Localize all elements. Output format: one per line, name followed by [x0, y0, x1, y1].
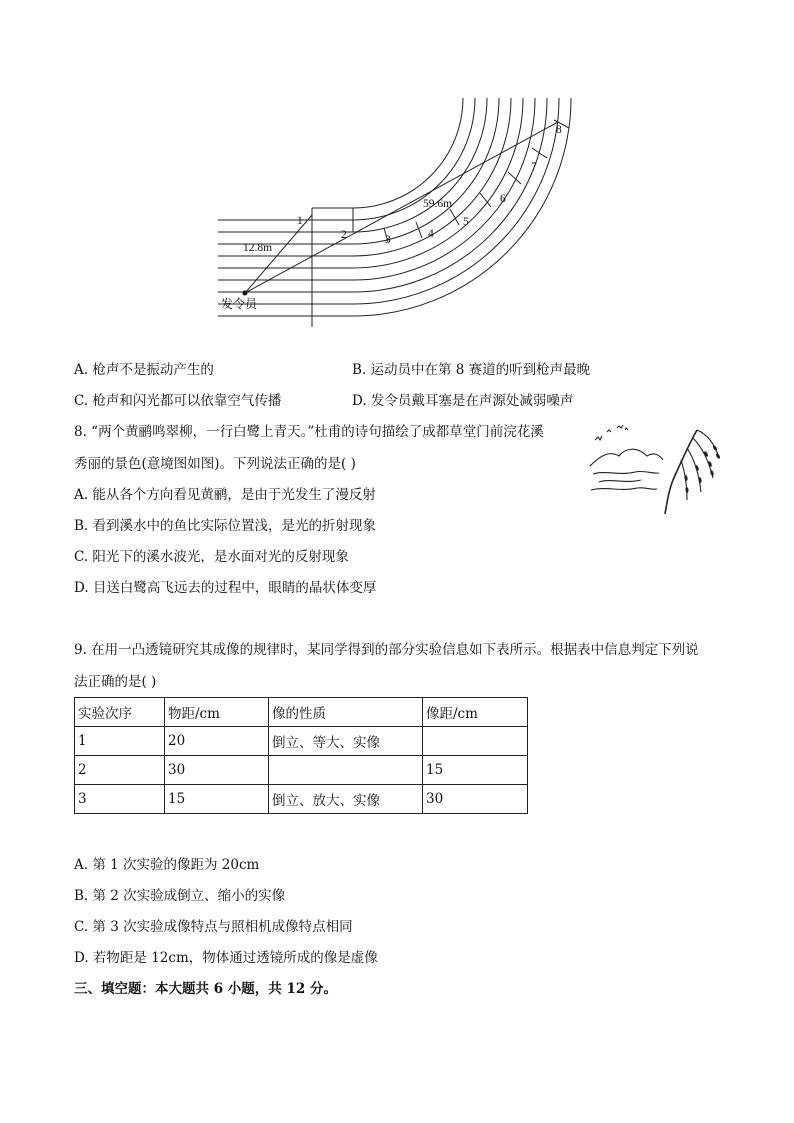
table-cell: 30: [165, 756, 269, 785]
lane-number-3: 3: [385, 234, 391, 246]
bird-2: [607, 430, 611, 432]
starter-label: 发令员: [221, 297, 258, 311]
lane-number-1: 1: [297, 215, 303, 227]
lane-line-9: [353, 98, 571, 316]
q8-stem-line2: 秀丽的景色(意境图如图)。下列说法正确的是( ): [74, 456, 356, 472]
table-cell: 倒立、等大、实像: [269, 727, 423, 756]
table-row: [75, 756, 528, 785]
q9-option-c: C. 第 3 次实验成像特点与照相机成像特点相同: [74, 919, 353, 935]
lane-number-7: 7: [531, 161, 537, 173]
distance-line-long: [245, 122, 558, 293]
q8-option-d: D. 目送白鹭高飞远去的过程中，眼睛的晶状体变厚: [74, 580, 377, 596]
willow-trunk: [665, 430, 697, 514]
distance-long-label: 59.6m: [423, 198, 453, 210]
q7-option-d: D. 发令员戴耳塞是在声源处减弱噪声: [352, 393, 574, 409]
table-header-row: [75, 698, 528, 727]
q7-option-a: A. 枪声不是振动产生的: [74, 362, 214, 378]
table-cell: [269, 756, 423, 785]
table-cell: 20: [165, 727, 269, 756]
lane-number-8: 8: [556, 124, 562, 136]
q8-option-a: A. 能从各个方向看见黄鹂，是由于光发生了漫反射: [74, 487, 376, 503]
lane-number-4: 4: [428, 228, 434, 240]
table-row: [75, 785, 528, 814]
q9-option-d: D. 若物距是 12cm，物体通过透镜所成的像是虚像: [74, 950, 378, 966]
q9-option-b: B. 第 2 次实验成倒立、缩小的实像: [74, 888, 286, 904]
lane-number-6: 6: [500, 193, 506, 205]
table-header-cell: 实验次序: [75, 698, 165, 727]
q8-option-b: B. 看到溪水中的鱼比实际位置浅，是光的折射现象: [74, 518, 377, 534]
scenery-illustration: [585, 418, 725, 518]
table-cell: 15: [165, 785, 269, 814]
table-row: [75, 727, 528, 756]
table-cell: [423, 727, 528, 756]
table-header-cell: 物距/cm: [165, 698, 269, 727]
lane-number-2: 2: [341, 229, 347, 241]
table-cell: 15: [423, 756, 528, 785]
table-cell: 3: [75, 785, 165, 814]
running-track-figure: [218, 92, 598, 332]
q7-option-c: C. 枪声和闪光都可以依靠空气传播: [74, 393, 282, 409]
q8-stem-line1: 8. “两个黄鹂鸣翠柳，一行白鹭上青天。”杜甫的诗句描绘了成都草堂门前浣花溪: [74, 424, 544, 440]
table-cell: 2: [75, 756, 165, 785]
table-cell: 1: [75, 727, 165, 756]
bird-3: [617, 425, 623, 428]
lane-line-0: [312, 98, 463, 208]
q8-option-c: C. 阳光下的溪水波光，是水面对光的反射现象: [74, 549, 349, 565]
q9-stem-line2: 法正确的是( ): [74, 674, 157, 690]
lane-line-7: [218, 98, 547, 292]
q7-option-b: B. 运动员中在第 8 赛道的听到枪声最晚: [352, 362, 591, 378]
q9-stem-line1: 9. 在用一凸透镜研究其成像的规律时，某同学得到的部分实验信息如下表所示。根据表中信息判定下列说: [74, 642, 699, 658]
starter-point: [243, 291, 248, 296]
table-header-cell: 像的性质: [269, 698, 423, 727]
table-cell: 倒立、放大、实像: [269, 785, 423, 814]
bird-1: [595, 436, 602, 440]
table-cell: 30: [423, 785, 528, 814]
hills: [590, 449, 663, 466]
lane-number-5: 5: [463, 216, 469, 228]
table-header-cell: 像距/cm: [423, 698, 528, 727]
q9-option-a: A. 第 1 次实验的像距为 20cm: [74, 857, 260, 873]
experiment-table: [74, 697, 528, 814]
distance-short-label: 12.8m: [243, 242, 273, 254]
section-heading: 三、填空题：本大题共 6 小题，共 12 分。: [74, 981, 337, 997]
